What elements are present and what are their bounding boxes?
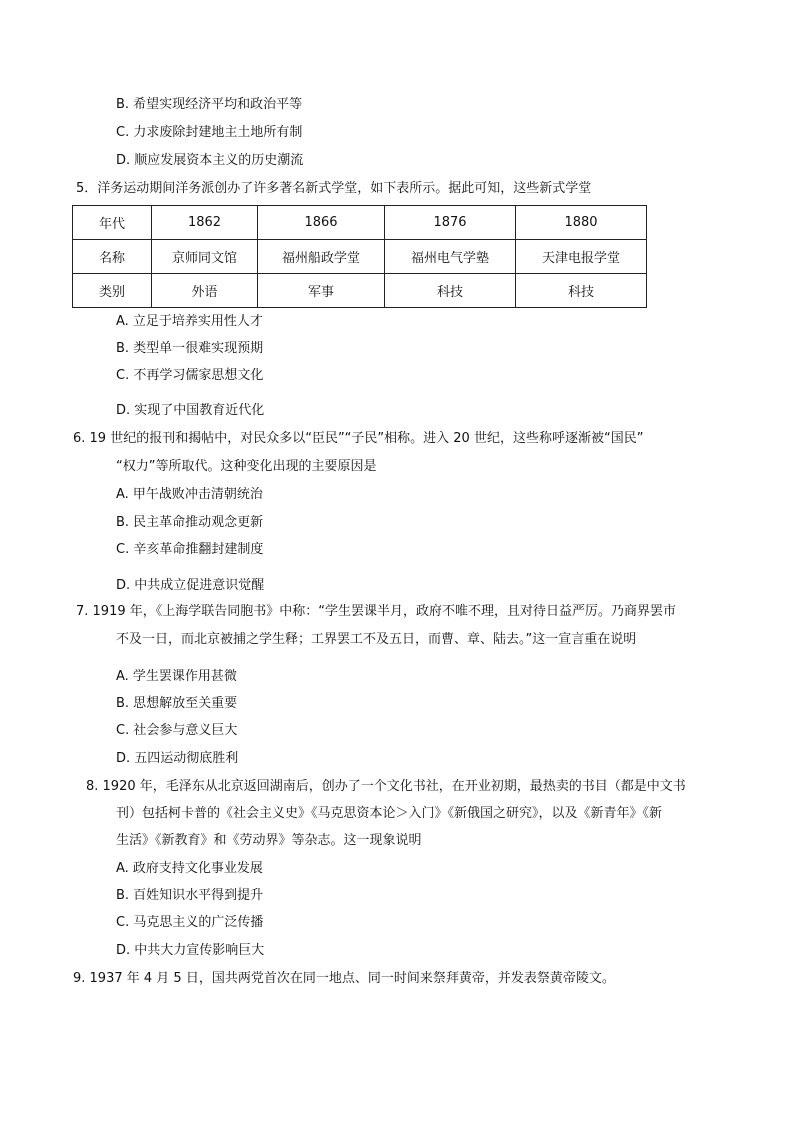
q6-stem-line1: 6. 19 世纪的报刊和揭帖中，对民众多以“臣民”“子民”相称。进入 20 世纪，这些称呼逐渐被“国民”: [73, 431, 644, 446]
q8-option-a[interactable]: A. 政府支持文化事业发展: [116, 861, 263, 876]
q8-option-d[interactable]: D. 中共大力宣传影响巨大: [116, 943, 265, 958]
q8-stem-line3: 生活》《新教育》和《劳动界》等杂志。这一现象说明: [116, 833, 422, 848]
table-cell: 年代: [73, 206, 152, 240]
q5-option-c[interactable]: C. 不再学习儒家思想文化: [116, 368, 264, 383]
q7-option-d[interactable]: D. 五四运动彻底胜利: [116, 751, 239, 766]
q7-option-a[interactable]: A. 学生罢课作用甚微: [116, 669, 237, 684]
q5-option-b[interactable]: B. 类型单一很难实现预期: [116, 341, 264, 356]
q6-option-d[interactable]: D. 中共成立促进意识觉醒: [116, 578, 265, 593]
table-cell: 1862: [152, 206, 258, 240]
q6-stem-line2: “权力”等所取代。这种变化出现的主要原因是: [116, 459, 377, 474]
q4-option-c[interactable]: C. 力求废除封建地主土地所有制: [116, 125, 303, 140]
table-cell: 京师同文馆: [152, 240, 258, 274]
q6-option-a[interactable]: A. 甲午战败冲击清朝统治: [116, 487, 263, 502]
q4-option-d[interactable]: D. 顺应发展资本主义的历史潮流: [116, 153, 304, 168]
table-cell: 福州船政学堂: [258, 240, 385, 274]
table-cell: 科技: [516, 274, 647, 308]
q8-option-b[interactable]: B. 百姓知识水平得到提升: [116, 888, 264, 903]
q8-stem-line1: 8. 1920 年，毛泽东从北京返回湖南后，创办了一个文化书社，在开业初期，最热卖的书目（都是中文书: [86, 779, 686, 794]
q5-stem: 5．洋务运动期间洋务派创办了许多著名新式学堂，如下表所示。据此可知，这些新式学堂: [76, 181, 592, 196]
table-row: [73, 240, 647, 274]
q5-table: [72, 205, 647, 308]
table-cell: 军事: [258, 274, 385, 308]
table-cell: 名称: [73, 240, 152, 274]
table-cell: 1880: [516, 206, 647, 240]
q7-stem-line2: 不及一日，而北京被捕之学生释；工界罢工不及五日，而曹、章、陆去。”这一宣言重在说明: [116, 632, 637, 647]
table-row: [73, 274, 647, 308]
table-cell: 福州电气学塾: [385, 240, 516, 274]
table-cell: 类别: [73, 274, 152, 308]
table-cell: 科技: [385, 274, 516, 308]
table-cell: 1876: [385, 206, 516, 240]
q6-option-b[interactable]: B. 民主革命推动观念更新: [116, 515, 264, 530]
q7-option-b[interactable]: B. 思想解放至关重要: [116, 696, 238, 711]
q7-option-c[interactable]: C. 社会参与意义巨大: [116, 723, 238, 738]
q5-option-a[interactable]: A. 立足于培养实用性人才: [116, 314, 263, 329]
q7-stem-line1: 7. 1919 年，《上海学联告同胞书》中称：“学生罢课半月，政府不唯不理，且对待日益严厉。乃商界罢市: [76, 604, 676, 619]
table-cell: 天津电报学堂: [516, 240, 647, 274]
q8-stem-line2: 刊）包括柯卡普的《社会主义史》《马克思资本论＞入门》《新俄国之研究》，以及《新青年》《新: [116, 806, 663, 821]
table-row: [73, 206, 647, 240]
q6-option-c[interactable]: C. 辛亥革命推翻封建制度: [116, 542, 264, 557]
table-cell: 外语: [152, 274, 258, 308]
table-cell: 1866: [258, 206, 385, 240]
q8-option-c[interactable]: C. 马克思主义的广泛传播: [116, 915, 264, 930]
q4-option-b[interactable]: B. 希望实现经济平均和政治平等: [116, 97, 303, 112]
q5-option-d[interactable]: D. 实现了中国教育近代化: [116, 403, 265, 418]
q9-stem: 9. 1937 年 4 月 5 日，国共两党首次在同一地点、同一时间来祭拜黄帝，并发表祭黄帝陵文。: [73, 971, 615, 986]
